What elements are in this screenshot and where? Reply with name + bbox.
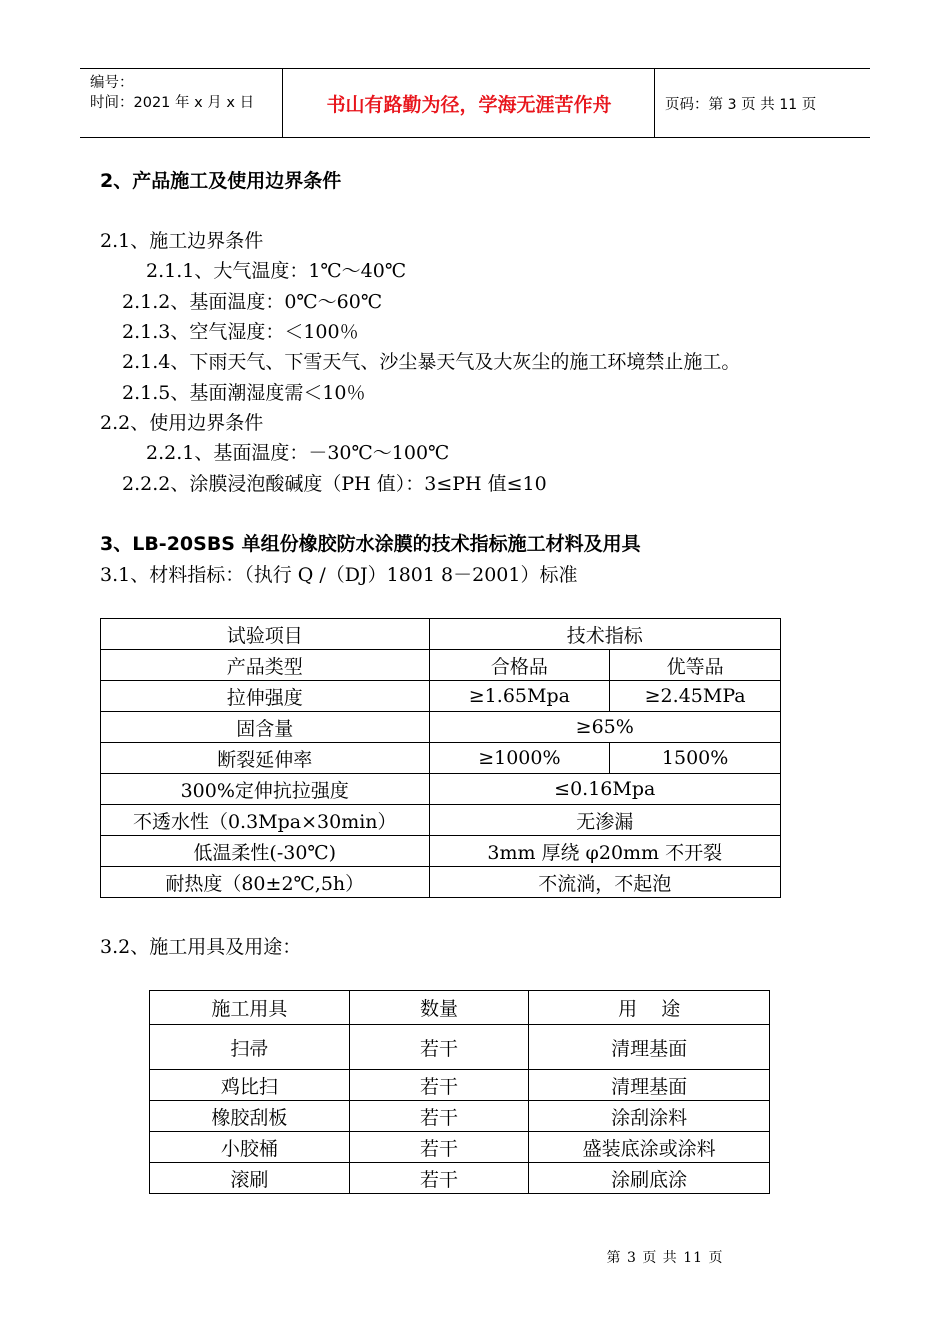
item-2-1-2: 2.1.2、基面温度：0℃～60℃ [122, 291, 383, 313]
table-row [101, 743, 781, 774]
section-3-1-title: 3.1、材料指标：（执行 Q /（DJ）1801 8－2001）标准 [100, 564, 578, 586]
table-cell: 若干 [349, 1070, 529, 1101]
section-3-title: 3、LB-20SBS 单组份橡胶防水涂膜的技术指标施工材料及用具 [100, 533, 641, 555]
header-divider [654, 69, 655, 137]
page-prefix: 页码：第 [665, 97, 723, 113]
page-number: 3 [727, 97, 737, 113]
section-2-1-title: 2.1、施工边界条件 [100, 230, 264, 252]
page-suffix: 页 [801, 97, 817, 113]
item-2-1-5: 2.1.5、基面潮湿度需＜10％ [122, 382, 366, 404]
table-cell: 若干 [349, 1025, 529, 1070]
tools-table [149, 990, 770, 1194]
table-row [101, 867, 781, 898]
table-cell: 盛装底涂或涂料 [529, 1132, 770, 1163]
section-2-title: 2、产品施工及使用边界条件 [100, 170, 342, 192]
table-cell: 试验项目 [101, 619, 430, 650]
table-cell: 1500% [610, 743, 781, 774]
table-header-cell: 用 途 [529, 991, 770, 1025]
table-row [101, 712, 781, 743]
table-cell: 无渗漏 [429, 805, 781, 836]
table-cell: 涂刷底涂 [529, 1163, 770, 1194]
table-cell: 拉伸强度 [101, 681, 430, 712]
table-cell: 固含量 [101, 712, 430, 743]
table-row [101, 836, 781, 867]
footer-page-total: 11 [683, 1250, 704, 1266]
table-cell: ≥1000% [429, 743, 610, 774]
table-cell: 清理基面 [529, 1025, 770, 1070]
table-cell: 清理基面 [529, 1070, 770, 1101]
table-cell: ≥1.65Mpa [429, 681, 610, 712]
page-footer [0, 1247, 950, 1267]
header-motto: 书山有路勤为径，学海无涯苦作舟 [326, 93, 612, 116]
table-cell: 合格品 [429, 650, 610, 681]
table-cell: 鸡比扫 [150, 1070, 350, 1101]
table-cell: 橡胶刮板 [150, 1101, 350, 1132]
page-mid: 页 共 [741, 97, 775, 113]
table-cell: 300%定伸抗拉强度 [101, 774, 430, 805]
table-cell: 涂刮涂料 [529, 1101, 770, 1132]
item-2-1-4: 2.1.4、下雨天气、下雪天气、沙尘暴天气及大灰尘的施工环境禁止施工。 [122, 351, 741, 373]
page-header [80, 68, 870, 138]
item-2-1-3: 2.1.3、空气湿度：＜100％ [122, 321, 359, 343]
table-cell: ≥2.45MPa [610, 681, 781, 712]
item-2-1-1: 2.1.1、大气温度：1℃～40℃ [146, 260, 407, 282]
table-cell: 不流淌，不起泡 [429, 867, 781, 898]
table-cell: ≥65% [429, 712, 781, 743]
item-2-2-2: 2.2.2、涂膜浸泡酸碱度（PH 值）：3≤PH 值≤10 [122, 473, 547, 495]
page-total: 11 [779, 97, 798, 113]
table-row [101, 619, 781, 650]
section-2-2-title: 2.2、使用边界条件 [100, 412, 264, 434]
table-cell: 小胶桶 [150, 1132, 350, 1163]
document-number: 编号： [90, 75, 134, 91]
document-date: 时间：2021 年 x 月 x 日 [90, 95, 255, 111]
table-row [101, 650, 781, 681]
table-cell: 滚刷 [150, 1163, 350, 1194]
section-3-2-title: 3.2、施工用具及用途： [100, 936, 302, 958]
table-row [150, 1132, 770, 1163]
table-cell: 若干 [349, 1163, 529, 1194]
table-cell: 耐热度（80±2℃,5h） [101, 867, 430, 898]
table-cell: 3mm 厚绕 φ20mm 不开裂 [429, 836, 781, 867]
table-row [101, 805, 781, 836]
footer-page-number: 3 [626, 1250, 637, 1266]
table-cell: 产品类型 [101, 650, 430, 681]
table-cell: 若干 [349, 1132, 529, 1163]
footer-prefix: 第 [606, 1250, 622, 1266]
spec-table [100, 618, 781, 898]
table-cell: 若干 [349, 1101, 529, 1132]
table-header-cell: 数量 [349, 991, 529, 1025]
table-row [150, 1070, 770, 1101]
table-header-cell: 施工用具 [150, 991, 350, 1025]
table-cell: 低温柔性(-30℃) [101, 836, 430, 867]
table-row [150, 1101, 770, 1132]
footer-mid: 页 共 [642, 1250, 678, 1266]
table-cell: 技术指标 [429, 619, 781, 650]
table-header-row [150, 991, 770, 1025]
table-row [150, 1025, 770, 1070]
header-page-info [665, 93, 816, 114]
table-cell: 不透水性（0.3Mpa×30min） [101, 805, 430, 836]
table-cell: 扫帚 [150, 1025, 350, 1070]
header-meta [90, 73, 254, 113]
table-row [101, 774, 781, 805]
table-cell: ≤0.16Mpa [429, 774, 781, 805]
table-cell: 断裂延伸率 [101, 743, 430, 774]
item-2-2-1: 2.2.1、基面温度：－30℃～100℃ [146, 442, 450, 464]
header-divider [282, 69, 283, 137]
footer-suffix: 页 [708, 1250, 724, 1266]
table-row [150, 1163, 770, 1194]
table-row [101, 681, 781, 712]
table-cell: 优等品 [610, 650, 781, 681]
